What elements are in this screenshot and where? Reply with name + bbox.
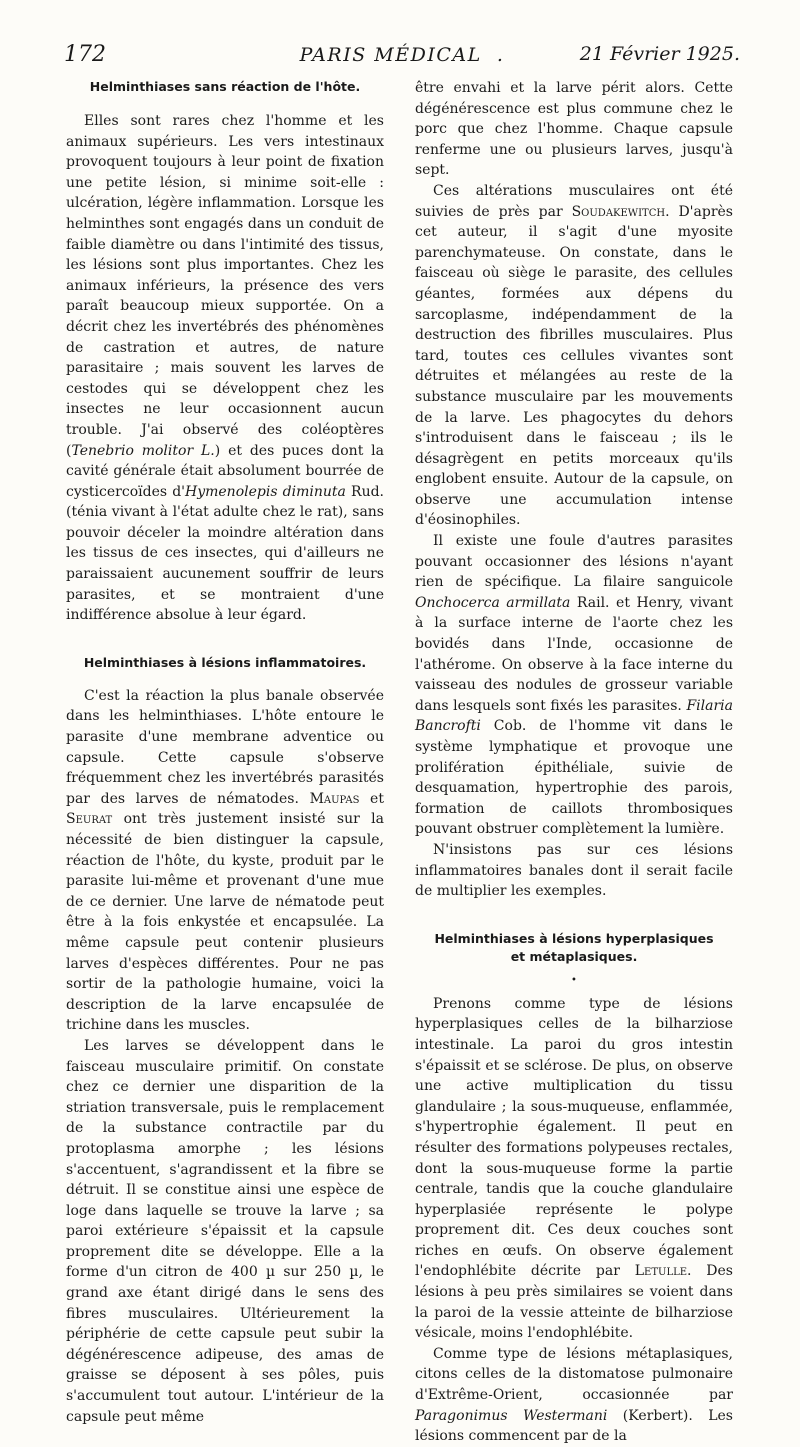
- page-number: 172: [64, 42, 106, 67]
- journal-title: PARIS MÉDICAL .: [299, 44, 505, 66]
- section-heading-inflammatory: Helminthiases à lésions inflammatoires.: [83, 654, 367, 670]
- right-column: [415, 78, 733, 1447]
- paragraph: Prenons comme type de lésions hyperplasiques celles de la bilharziose intestinale. La paroi du gros intestin s'épaissit et se sclérose. De plus, on observe une active multiplication du tissu glandulaire ; la sous-muqueuse, enflammée, s'hypertrophie également. Il peut en résulter des formations polypeuses rectales, dont la sous-muqueuse forme la partie centrale, tandis que la couche glandulaire hyperplasiée représente le polype proprement dit. Ces deux couches sont riches en œufs. On observe également l'endophlébite décrite par Letulle. Des lésions à peu près similaires se voient dans la paroi de la vessie atteinte de bilharziose vésicale, moins l'endophlébite.: [415, 995, 733, 1342]
- paragraph: Il existe une foule d'autres parasites pouvant occasionner des lésions n'ayant rien de spécifique. La filaire sanguicole Onchocerca armillata Rail. et Henry, vivant à la surface interne de l'aorte chez les bovidés dans l'Inde, occasionne de l'athérome. On observe à la face interne du vaisseau des nodules de grosseur variable dans lesquels sont fixés les parasites. Filaria Bancrofti Cob. de l'homme vit dans le système lymphatique et provoque une prolifération épithéliale, suivie de desquamation, hypertrophie des parois, formation de caillots thrombosiques pouvant obstruer complètement la lumière.: [415, 533, 733, 838]
- paragraph: Ces altérations musculaires ont été suivies de près par Soudakewitch. D'après cet auteur, il s'agit d'une myosite parenchymateuse. On constate, dans le faisceau où siège le parasite, des cellules géantes, formées aux dépens du sarcoplasme, indépendamment de la destruction des fibrilles musculaires. Plus tard, toutes ces cellules vivantes sont détruites et mélangées au reste de la substance musculaire par les mouvements de la larve. Les phagocytes du dehors s'introduisent dans le faisceau ; ils le désagrègent en petits morceaux qu'ils englobent ensuite. Autour de la capsule, on observe une accumulation intense d'éosinophiles.: [415, 182, 733, 529]
- paragraph: Les larves se développent dans le faisceau musculaire primitif. On constate chez ce dernier une disparition de la striation transversale, puis le remplacement de la substance contractile par du protoplasma amorphe ; les lésions s'accentuent, s'agrandissent et la fibre se détruit. Il se constitue ainsi une espèce de loge dans laquelle se trouve la larve ; sa paroi extérieure s'épaissit et la capsule proprement dite se développe. Elle a la forme d'un citron de 400 µ sur 250 µ, le grand axe étant dirigé dans le sens des fibres musculaires. Ultérieurement la périphérie de cette capsule peut subir la dégénérescence adipeuse, des amas de graisse se déposent à ses pôles, puis s'accumulent tout autour. L'intérieur de la capsule peut même: [66, 1037, 384, 1425]
- paragraph: Comme type de lésions métaplasiques, citons celles de la distomatose pulmonaire d'Extrême-Orient, occasionnée par Paragonimus Westermani (Kerbert). Les lésions commencent par de la: [415, 1345, 733, 1445]
- paragraph: N'insistons pas sur ces lésions inflammatoires banales dont il serait facile de multiplier les exemples.: [415, 841, 733, 900]
- left-column: [66, 78, 384, 1427]
- paragraph: être envahi et la larve périt alors. Cette dégénérescence est plus commune chez le porc que chez l'homme. Chaque capsule renferme une ou plusieurs larves, jusqu'à sept.: [415, 80, 733, 179]
- stray-mark: •: [571, 974, 577, 986]
- paragraph: C'est la réaction la plus banale observée dans les helminthiases. L'hôte entoure le parasite d'une membrane adventice ou capsule. Cette capsule s'observe fréquemment chez les invertébrés parasités par des larves de nématodes. Maupas et Seurat ont très justement insisté sur la nécessité de bien distinguer la capsule, réaction de l'hôte, du kyste, produit par le parasite lui-même et provenant d'une mue de ce dernier. Une larve de nématode peut être à la fois enkystée et encapsulée. La même capsule peut contenir plusieurs larves d'espèces différentes. Pour ne pas sortir de la pathologie humaine, voici la description de la larve encapsulée de trichine dans les muscles.: [66, 687, 384, 1034]
- section-heading-hyperplastic: Helminthiases à lésions hyperplasiques et métaplasiques.: [434, 930, 714, 964]
- section-heading-no-reaction: Helminthiases sans réaction de l'hôte.: [89, 79, 361, 94]
- issue-date: 21 Février 1925.: [579, 43, 740, 65]
- title-separator: .: [496, 44, 505, 66]
- running-header: [64, 42, 740, 76]
- paragraph: Elles sont rares chez l'homme et les animaux supérieurs. Les vers intestinaux provoquent toujours à leur point de fixation une petite lésion, si minime soit-elle : ulcération, légère inflammation. Lorsque les helminthes sont engagés dans un conduit de faible diamètre ou dans l'intimité des tissus, les lésions sont plus importantes. Chez les animaux inférieurs, la présence des vers paraît beaucoup mieux supportée. On a décrit chez les invertébrés des phénomènes de castration et autres, de nature parasitaire ; mais souvent les larves de cestodes qui se développent chez les insectes ne leur occasionnent aucun trouble. J'ai observé des coléoptères (Tenebrio molitor L.) et des puces dont la cavité générale était absolument bourrée de cysticercoïdes d'Hymenolepis diminuta Rud. (ténia vivant à l'état adulte chez le rat), sans pouvoir déceler la moindre altération dans les tissus de ces insectes, qui d'ailleurs ne paraissaient aucunement souffrir de leurs parasites, et se montraient d'une indifférence absolue à leur égard.: [66, 113, 385, 624]
